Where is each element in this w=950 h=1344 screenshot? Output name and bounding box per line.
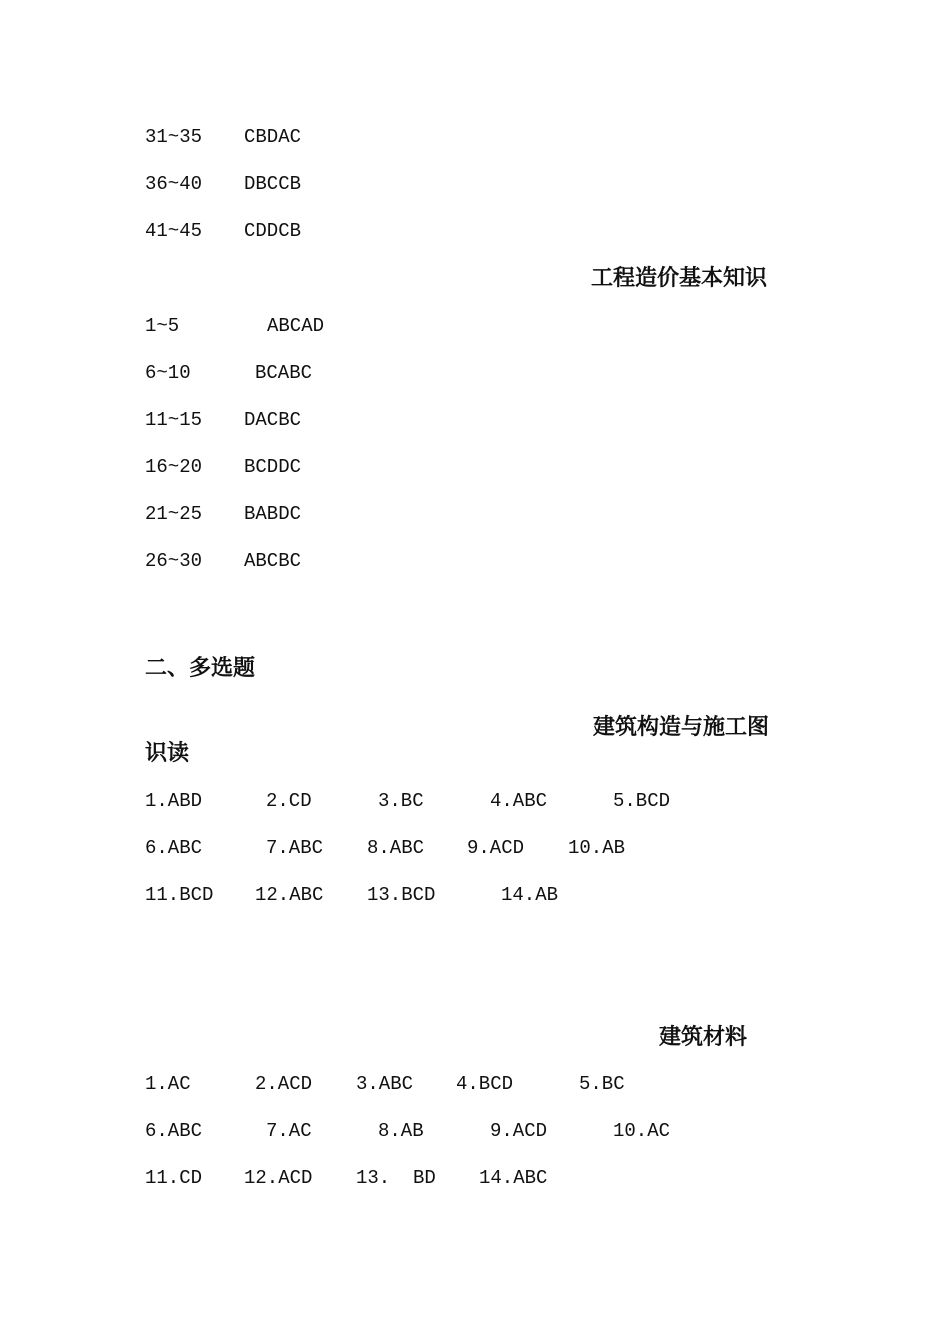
answer-letters: ABCBC	[244, 550, 302, 572]
subsection-heading-construction: 建筑构造与施工图	[593, 715, 770, 740]
answer-item: 1.ABD	[145, 790, 203, 812]
answer-item: 9.ACD	[490, 1120, 548, 1142]
answer-item: 14.ABC	[479, 1167, 548, 1189]
section-title-multiple-choice: 二、多选题	[145, 656, 256, 681]
question-range: 11~15	[145, 409, 203, 431]
section-heading-cost-knowledge: 工程造价基本知识	[591, 266, 768, 291]
answer-item: 12.ABC	[255, 884, 324, 906]
question-range: 16~20	[145, 456, 203, 478]
answer-row	[145, 501, 302, 527]
question-range: 41~45	[145, 220, 203, 242]
answer-item: 3.BC	[378, 790, 424, 812]
question-range: 1~5	[145, 315, 180, 337]
answer-row	[145, 882, 559, 908]
answer-letters: CDDCB	[244, 220, 302, 242]
answer-item: 5.BCD	[613, 790, 671, 812]
answer-letters: CBDAC	[244, 126, 302, 148]
answer-letters: ABCAD	[267, 315, 325, 337]
answer-letters: DBCCB	[244, 173, 302, 195]
question-range: 21~25	[145, 503, 203, 525]
answer-row	[145, 218, 302, 244]
answer-item: 13.BCD	[367, 884, 436, 906]
answer-letters: DACBC	[244, 409, 302, 431]
question-range: 36~40	[145, 173, 203, 195]
answer-letters: BCDDC	[244, 456, 302, 478]
answer-letters: BCABC	[255, 362, 313, 384]
answer-row	[145, 788, 671, 814]
question-range: 6~10	[145, 362, 191, 384]
answer-item: 4.ABC	[490, 790, 548, 812]
answer-item: 2.ACD	[255, 1073, 313, 1095]
answer-item: 6.ABC	[145, 837, 203, 859]
answer-row	[145, 407, 302, 433]
answer-item: 7.ABC	[266, 837, 324, 859]
answer-item: 10.AC	[613, 1120, 671, 1142]
answer-row	[145, 548, 302, 574]
answer-row	[145, 1071, 625, 1097]
answer-row	[145, 835, 626, 861]
answer-item: 14.AB	[501, 884, 559, 906]
answer-item: 12.ACD	[244, 1167, 313, 1189]
answer-item: 11.CD	[145, 1167, 203, 1189]
answer-row	[145, 1165, 548, 1191]
answer-row	[145, 124, 302, 150]
answer-item: 3.ABC	[356, 1073, 414, 1095]
answer-row	[145, 171, 302, 197]
answer-item: 1.AC	[145, 1073, 191, 1095]
answer-row	[145, 454, 302, 480]
answer-item: 5.BC	[579, 1073, 625, 1095]
answer-item: 10.AB	[568, 837, 626, 859]
answer-letters: BABDC	[244, 503, 302, 525]
answer-item: 8.AB	[378, 1120, 424, 1142]
answer-item: 9.ACD	[467, 837, 525, 859]
subsection-heading-construction-cont: 识读	[145, 741, 190, 766]
question-range: 31~35	[145, 126, 203, 148]
answer-item: 13. BD	[356, 1167, 436, 1189]
answer-item: 11.BCD	[145, 884, 214, 906]
answer-item: 6.ABC	[145, 1120, 203, 1142]
answer-item: 2.CD	[266, 790, 312, 812]
answer-item: 7.AC	[266, 1120, 312, 1142]
answer-row	[145, 313, 325, 339]
answer-item: 4.BCD	[456, 1073, 514, 1095]
question-range: 26~30	[145, 550, 203, 572]
answer-row	[145, 360, 313, 386]
subsection-heading-materials: 建筑材料	[659, 1025, 748, 1050]
answer-row	[145, 1118, 671, 1144]
answer-item: 8.ABC	[367, 837, 425, 859]
